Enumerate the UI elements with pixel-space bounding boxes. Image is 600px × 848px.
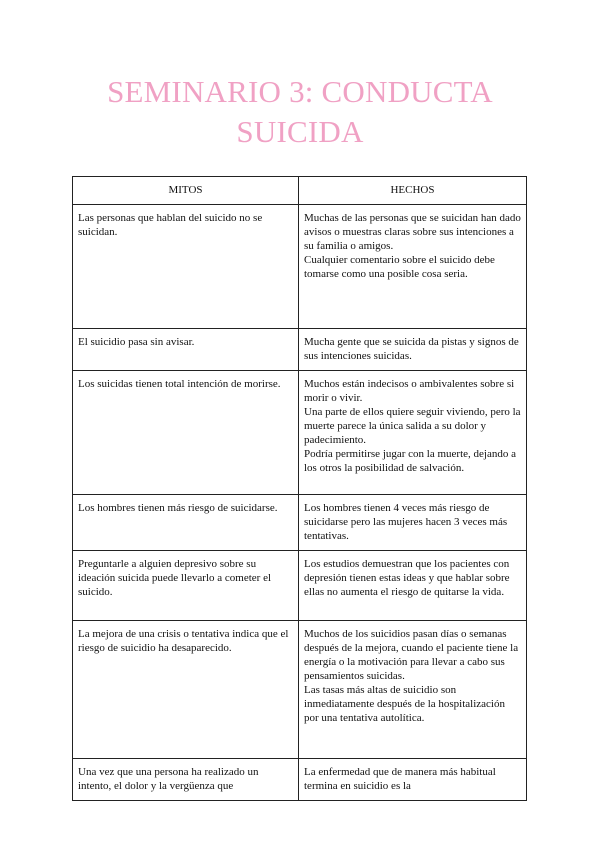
hecho-cell: Los hombres tienen 4 veces más riesgo de suicidarse pero las mujeres hacen 3 veces más tentativas. xyxy=(299,495,527,551)
mito-cell: Preguntarle a alguien depresivo sobre su ideación suicida puede llevarlo a cometer el suicido. xyxy=(73,551,299,621)
table-row xyxy=(73,329,527,371)
table-row xyxy=(73,759,527,801)
table-row xyxy=(73,371,527,495)
header-hechos: HECHOS xyxy=(299,177,527,205)
myths-facts-table xyxy=(72,176,527,801)
table-row xyxy=(73,551,527,621)
mito-cell: El suicidio pasa sin avisar. xyxy=(73,329,299,371)
mito-cell: Los suicidas tienen total intención de morirse. xyxy=(73,371,299,495)
hecho-cell: La enfermedad que de manera más habitual termina en suicidio es la xyxy=(299,759,527,801)
hecho-cell: Muchos están indecisos o ambivalentes sobre si morir o vivir. Una parte de ellos quiere seguir viviendo, pero la muerte parece la única salida a su dolor y padecimiento. Podría permitirse jugar con la muerte, dejando a los otros la posibilidad de salvación. xyxy=(299,371,527,495)
table-row xyxy=(73,621,527,759)
page-title-line-1: SEMINARIO 3: CONDUCTA xyxy=(107,74,493,109)
table-header-row xyxy=(73,177,527,205)
header-mitos: MITOS xyxy=(73,177,299,205)
page-title-line-2: SUICIDA xyxy=(236,114,364,149)
hecho-cell: Muchas de las personas que se suicidan han dado avisos o muestras claras sobre sus intenciones a su familia o amigos. Cualquier comentario sobre el suicido debe tomarse como una posible cosa seria. xyxy=(299,205,527,329)
page-title xyxy=(0,72,600,152)
hecho-cell: Muchos de los suicidios pasan días o semanas después de la mejora, cuando el paciente tiene la energía o la motivación para llevar a cabo sus pensamientos suicidas. Las tasas más altas de suicidio son inmediatamente después de la hospitalización por una tentativa autolítica. xyxy=(299,621,527,759)
hecho-cell: Los estudios demuestran que los pacientes con depresión tienen estas ideas y que hablar sobre ellas no aumenta el riesgo de quitarse la vida. xyxy=(299,551,527,621)
hecho-cell: Mucha gente que se suicida da pistas y signos de sus intenciones suicidas. xyxy=(299,329,527,371)
table-row xyxy=(73,205,527,329)
mito-cell: Los hombres tienen más riesgo de suicidarse. xyxy=(73,495,299,551)
mito-cell: La mejora de una crisis o tentativa indica que el riesgo de suicidio ha desaparecido. xyxy=(73,621,299,759)
mito-cell: Las personas que hablan del suicido no se suicidan. xyxy=(73,205,299,329)
table-row xyxy=(73,495,527,551)
mito-cell: Una vez que una persona ha realizado un intento, el dolor y la vergüenza que xyxy=(73,759,299,801)
